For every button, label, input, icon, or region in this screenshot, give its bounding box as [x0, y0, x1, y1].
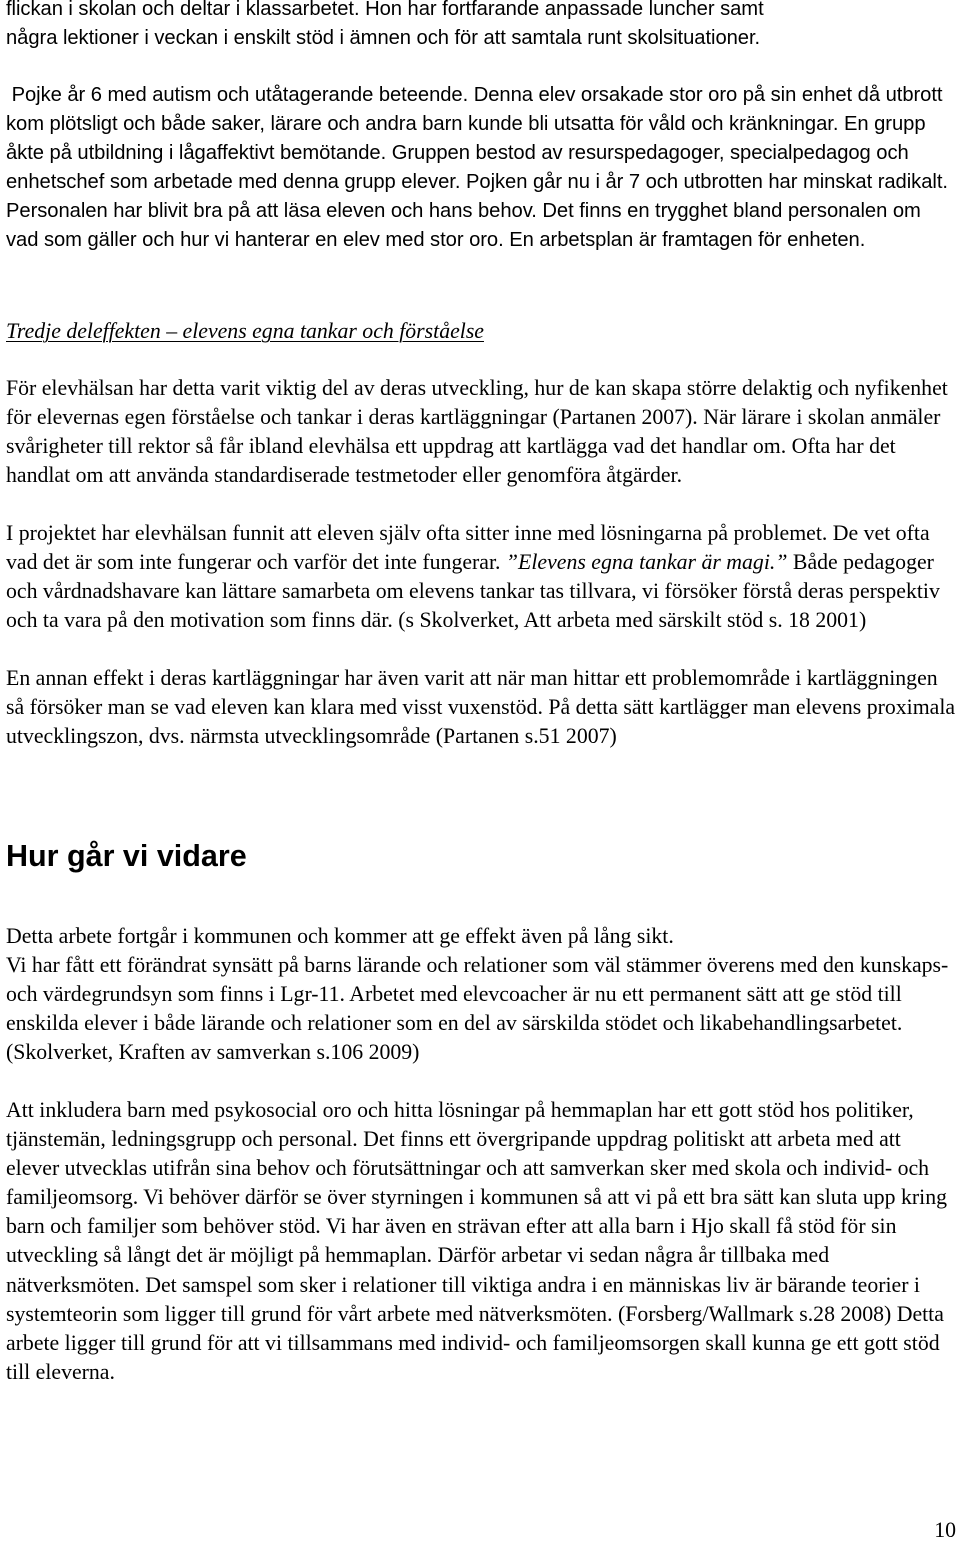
quote-elevens-egna-tankar: ”Elevens egna tankar är magi.”: [505, 550, 788, 575]
section4-paragraph-2: Att inkludera barn med psykosocial oro och hitta lösningar på hemmaplan har ett gott stöd hos politiker, tjänstemän, ledningsgrupp och personal. Det finns ett övergripande uppdrag politiskt att arbeta med att elever utvecklas utifrån sina behov och förutsättningar och att samverkan sker med skola och individ- och familjeomsorg. Vi behöver därför se över styrningen i kommunen så att vi på ett bra sätt kan sluta upp kring barn och familjer som behöver stöd. Vi har även en strävan efter att alla barn i Hjo skall få stöd för sin utveckling så långt det är möjligt på hemmaplan. Därför arbetar vi sedan några år tillbaka med nätverksmöten. Det samspel som sker i relationer till viktiga andra i en människas liv är bärande teorier i systemteorin som ligger till grund för vårt arbete med nätverksmöten. (Forsberg/Wallmark s.28 2008) Detta arbete ligger till grund för att vi tillsammans med individ- och familjeomsorgen skall kunna ge ett gott stöd till eleverna.: [6, 1098, 947, 1384]
intro-line-1: flickan i skolan och deltar i klassarbetet. Hon har fortfarande anpassade luncher samt: [6, 0, 764, 20]
section-heading-third-effect: Tredje deleffekten – elevens egna tankar och förståelse: [6, 319, 484, 343]
section3-paragraph-2: [6, 519, 956, 635]
section-heading-hur-gar-vi-vidare: Hur går vi vidare: [6, 839, 247, 873]
intro-line-2: några lektioner i veckan i enskilt stöd i ämnen och för att samtala runt skolsituationer.: [6, 27, 761, 49]
section3-paragraph-3: En annan effekt i deras kartläggningar har även varit att när man hittar ett problemområde i kartläggningen så försöker man se vad eleven kan klara med visst vuxenstöd. På detta sätt kartlägger man elevens proximala utvecklingszon, dvs. närmsta utvecklingsområde (Partanen s.51 2007): [6, 666, 956, 749]
page-number: 10: [934, 1518, 956, 1542]
section4-p1-line-1: Detta arbete fortgår i kommunen och kommer att ge effekt även på lång sikt.: [6, 924, 674, 948]
intro-paragraph: [6, 0, 956, 53]
section4-p1-rest: Vi har fått ett förändrat synsätt på barns lärande och relationer som väl stämmer överens med den kunskaps- och värdegrundsyn som finns i Lgr-11. Arbetet med elevcoacher är nu ett permanent sätt att ge stöd till enskilda elever i både lärande och relationer som en del av särskilda stödet och likabehandlingsarbetet. (Skolverket, Kraften av samverkan s.106 2009): [6, 953, 949, 1065]
section3-p2-text-before: I projektet har elevhälsan funnit att eleven själv ofta sitter inne med lösningarna på problemet. De vet ofta vad det är som inte fungerar och varför det inte fungerar.: [6, 521, 930, 575]
section3-paragraph-1: För elevhälsan har detta varit viktig del av deras utveckling, hur de kan skapa större delaktig och nyfikenhet för elevernas egen förståelse och tankar i deras kartläggningar (Partanen 2007). När lärare i skolan anmäler svårigheter till rektor så får ibland elevhälsa ett uppdrag att kartlägga vad det handlar om. Ofta har det handlat om att använda standardiserade testmetoder eller genomföra åtgärder.: [6, 376, 948, 488]
case-paragraph: Pojke år 6 med autism och utåtagerande beteende. Denna elev orsakade stor oro på sin enhet då utbrott kom plötsligt och både saker, lärare och andra barn kunde bli utsatta för våld och kränkningar. En grupp åkte på utbildning i lågaffektivt bemötande. Gruppen bestod av resurspedagoger, specialpedagog och enhetschef som arbetade med denna grupp elever. Pojken går nu i år 7 och utbrotten har minskat radikalt. Personalen har blivit bra på att läsa eleven och hans behov. Det finns en trygghet bland personalen om vad som gäller och hur vi hanterar en elev med stor oro. En arbetsplan är framtagen för enheten.: [6, 84, 954, 251]
section3-p2-text-after: Både pedagoger och vårdnadshavare kan lättare samarbeta om elevens tankar tas tillvara, vi försöker förstå deras perspektiv och ta vara på den motivation som finns där. (s Skolverket, Att arbeta med särskilt stöd s. 18 2001): [6, 550, 940, 633]
section4-paragraph-1: [6, 922, 956, 1067]
